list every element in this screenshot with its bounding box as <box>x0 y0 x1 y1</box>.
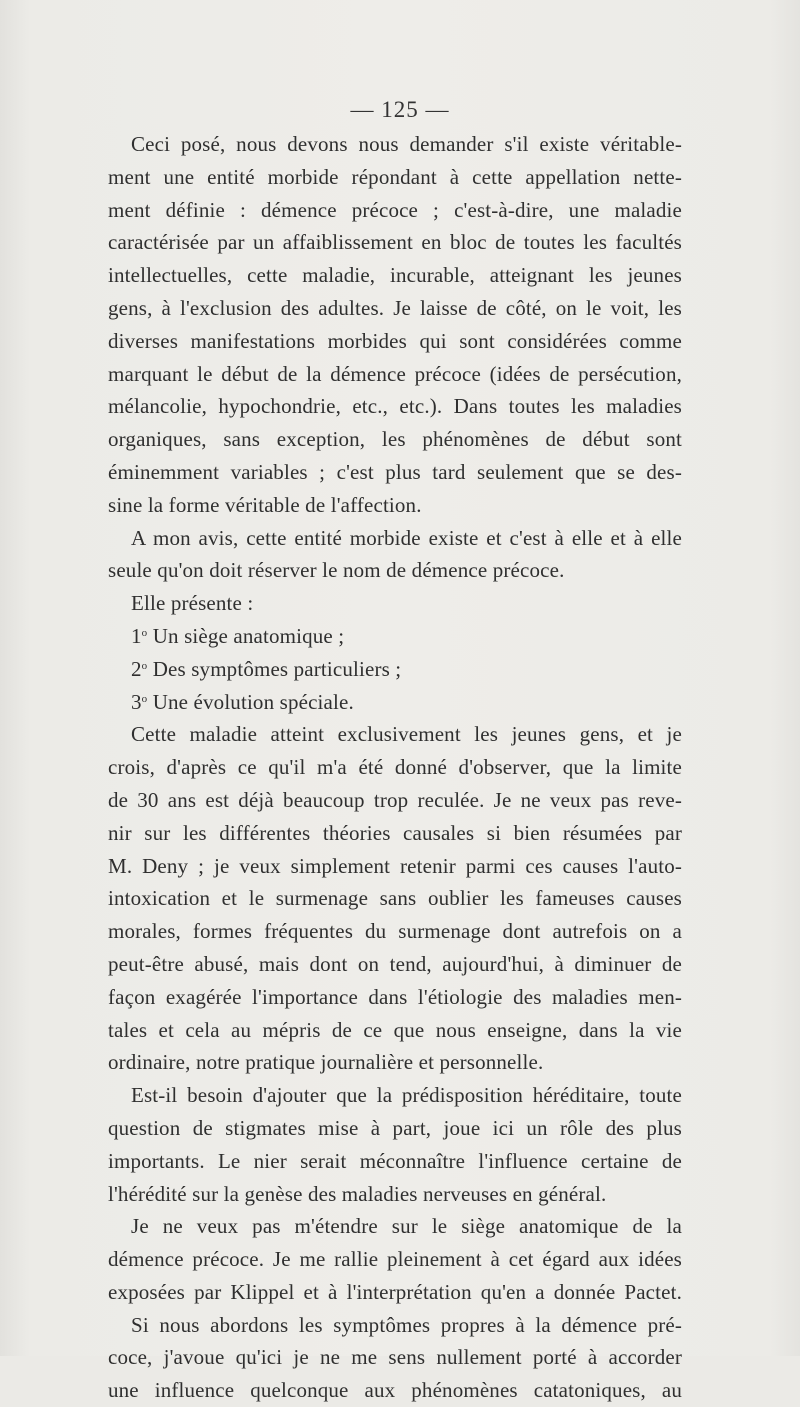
list-number: 3 <box>131 689 142 714</box>
list-item <box>108 653 682 686</box>
text-line: mélancolie, hypochondrie, etc., etc.). Dans toutes les maladies <box>108 394 682 419</box>
text-line: nir sur les différentes théories causales si bien résumées par <box>108 820 682 845</box>
text-line: ordinaire, notre pratique journalière et personnelle. <box>108 1050 544 1075</box>
text-line: ment définie : démence précoce ; c'est-à-dire, une maladie <box>108 197 682 222</box>
text-line: coce, j'avoue qu'ici je ne me sens nullement porté à accorder <box>108 1345 682 1370</box>
page-number: — 125 — <box>350 97 450 122</box>
text-line: une influence quelconque aux phénomènes catatoniques, au <box>108 1378 682 1403</box>
text-line: marquant le début de la démence précoce (idées de persécution, <box>108 361 682 386</box>
text-line: Elle présente : <box>131 591 254 616</box>
text-line: intellectuelles, cette maladie, incurable, atteignant les jeunes <box>108 263 682 288</box>
text-line: tales et cela au mépris de ce que nous enseigne, dans la vie <box>108 1017 682 1042</box>
text-line: M. Deny ; je veux simplement retenir parmi ces causes l'auto- <box>108 853 682 878</box>
text-line: intoxication et le surmenage sans oublier les fameuses causes <box>108 886 682 911</box>
text-line: ment une entité morbide répondant à cette appellation nette- <box>108 164 682 189</box>
text-line: gens, à l'exclusion des adultes. Je laisse de côté, on le voit, les <box>108 295 682 320</box>
text-line: l'hérédité sur la genèse des maladies nerveuses en général. <box>108 1181 607 1206</box>
text-line: caractérisée par un affaiblissement en bloc de toutes les facultés <box>108 230 682 255</box>
text-line: peut-être abusé, mais dont on tend, aujourd'hui, à diminuer de <box>108 951 682 976</box>
text-line: Je ne veux pas m'étendre sur le siège anatomique de la <box>131 1214 682 1239</box>
text-line: sine la forme véritable de l'affection. <box>108 492 422 517</box>
text-line: de 30 ans est déjà beaucoup trop reculée. Je ne veux pas reve- <box>108 787 682 812</box>
text-line: façon exagérée l'importance dans l'étiologie des maladies men- <box>108 984 682 1009</box>
text-line: exposées par Klippel et à l'interprétation qu'en a donnée Pactet. <box>108 1279 682 1304</box>
text-line: diverses manifestations morbides qui sont considérées comme <box>108 328 682 353</box>
list-item-text: Des symptômes particuliers ; <box>152 656 402 681</box>
body-text <box>108 128 682 1407</box>
text-line: importants. Le nier serait méconnaître l'influence certaine de <box>108 1148 682 1173</box>
ordinal-mark: o <box>141 626 148 639</box>
text-line: Ceci posé, nous devons nous demander s'il existe véritable- <box>131 132 682 156</box>
text-line: organiques, sans exception, les phénomènes de début sont <box>108 427 682 452</box>
text-line: seule qu'on doit réserver le nom de démence précoce. <box>108 558 565 583</box>
ordinal-mark: o <box>141 692 148 705</box>
list-number: 2 <box>131 656 142 681</box>
list-item <box>108 620 682 653</box>
text-line: crois, d'après ce qu'il m'a été donné d'observer, que la limite <box>108 755 682 780</box>
list-item <box>108 686 682 719</box>
ordinal-mark: o <box>141 659 148 672</box>
text-line: démence précoce. Je me rallie pleinement à cet égard aux idées <box>108 1247 682 1272</box>
text-line: Si nous abordons les symptômes propres à la démence pré- <box>131 1312 682 1337</box>
list-number: 1 <box>131 623 142 648</box>
text-line: question de stigmates mise à part, joue ici un rôle des plus <box>108 1115 682 1140</box>
list-item-text: Une évolution spéciale. <box>152 689 354 714</box>
text-line: éminemment variables ; c'est plus tard seulement que se des- <box>108 459 682 484</box>
text-line: Cette maladie atteint exclusivement les jeunes gens, et je <box>131 722 682 747</box>
list-item-text: Un siège anatomique ; <box>152 623 345 648</box>
text-line: Est-il besoin d'ajouter que la prédisposition héréditaire, toute <box>131 1083 682 1108</box>
text-line: morales, formes fréquentes du surmenage dont autrefois on a <box>108 919 682 944</box>
text-line: A mon avis, cette entité morbide existe et c'est à elle et à elle <box>131 525 682 550</box>
